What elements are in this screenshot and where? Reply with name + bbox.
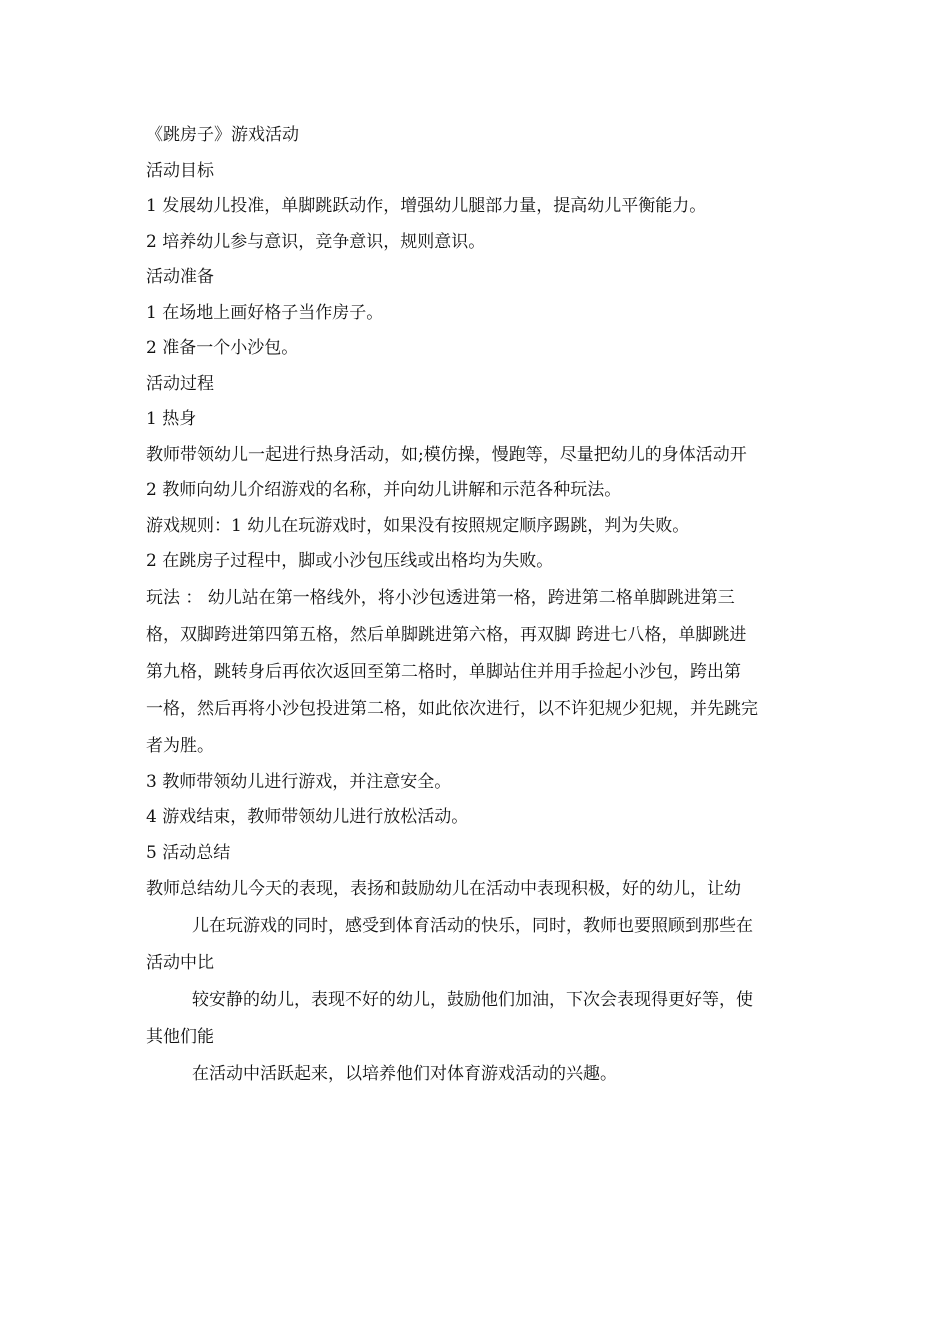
text-line: 5 活动总结 — [146, 842, 231, 863]
text-line: 活动中比 — [146, 953, 214, 973]
text-line: 活动准备 — [146, 267, 214, 287]
text-line: 者为胜。 — [146, 735, 214, 756]
text-line: 1 在场地上画好格子当作房子。 — [146, 302, 384, 323]
text-line: 格，双脚跨进第四第五格，然后单脚跳进第六格，再双脚 跨进七八格，单脚跳进 — [146, 624, 747, 645]
text-line: 1 发展幼儿投准，单脚跳跃动作，增强幼儿腿部力量，提高幼儿平衡能力。 — [146, 196, 707, 216]
text-line: 活动目标 — [146, 160, 214, 181]
text-line: 第九格，跳转身后再依次返回至第二格时，单脚站住并用手捡起小沙包，跨出第 — [146, 661, 741, 682]
text-line: 儿在玩游戏的同时，感受到体育活动的快乐，同时，教师也要照顾到那些在 — [192, 916, 753, 936]
text-line: 其他们能 — [146, 1027, 214, 1047]
text-line: 在活动中活跃起来，以培养他们对体育游戏活动的兴趣。 — [192, 1064, 617, 1084]
text-line: 一格，然后再将小沙包投进第二格，如此依次进行，以不许犯规少犯规，并先跳完 — [146, 698, 758, 719]
text-line: 活动过程 — [146, 373, 214, 394]
text-line: 2 准备一个小沙包。 — [146, 338, 299, 358]
text-line: 1 热身 — [146, 409, 197, 429]
text-line: 3 教师带领幼儿进行游戏，并注意安全。 — [146, 771, 452, 792]
document-body — [146, 154, 814, 1094]
text-line: 2 在跳房子过程中，脚或小沙包压线或出格均为失败。 — [146, 551, 554, 571]
text-line: 游戏规则：1 幼儿在玩游戏时，如果没有按照规定顺序踢跳，判为失败。 — [146, 515, 690, 536]
text-line: 教师总结幼儿今天的表现，表扬和鼓励幼儿在活动中表现积极，好的幼儿，让幼 — [146, 879, 741, 899]
document-title: 《跳房子》游戏活动 — [146, 125, 299, 145]
text-line: 玩法 ： 幼儿站在第一格线外，将小沙包透进第一格，跨进第二格单脚跳进第三 — [146, 587, 735, 608]
text-line: 2 教师向幼儿介绍游戏的名称，并向幼儿讲解和示范各种玩法。 — [146, 480, 622, 500]
document-page — [146, 118, 814, 1093]
text-line: 教师带领幼儿一起进行热身活动，如;模仿操，慢跑等，尽量把幼儿的身体活动开 — [146, 444, 747, 465]
text-line: 2 培养幼儿参与意识，竞争意识，规则意识。 — [146, 231, 486, 252]
text-line: 较安静的幼儿，表现不好的幼儿，鼓励他们加油，下次会表现得更好等，使 — [192, 990, 753, 1010]
text-line: 4 游戏结束，教师带领幼儿进行放松活动。 — [146, 807, 469, 827]
